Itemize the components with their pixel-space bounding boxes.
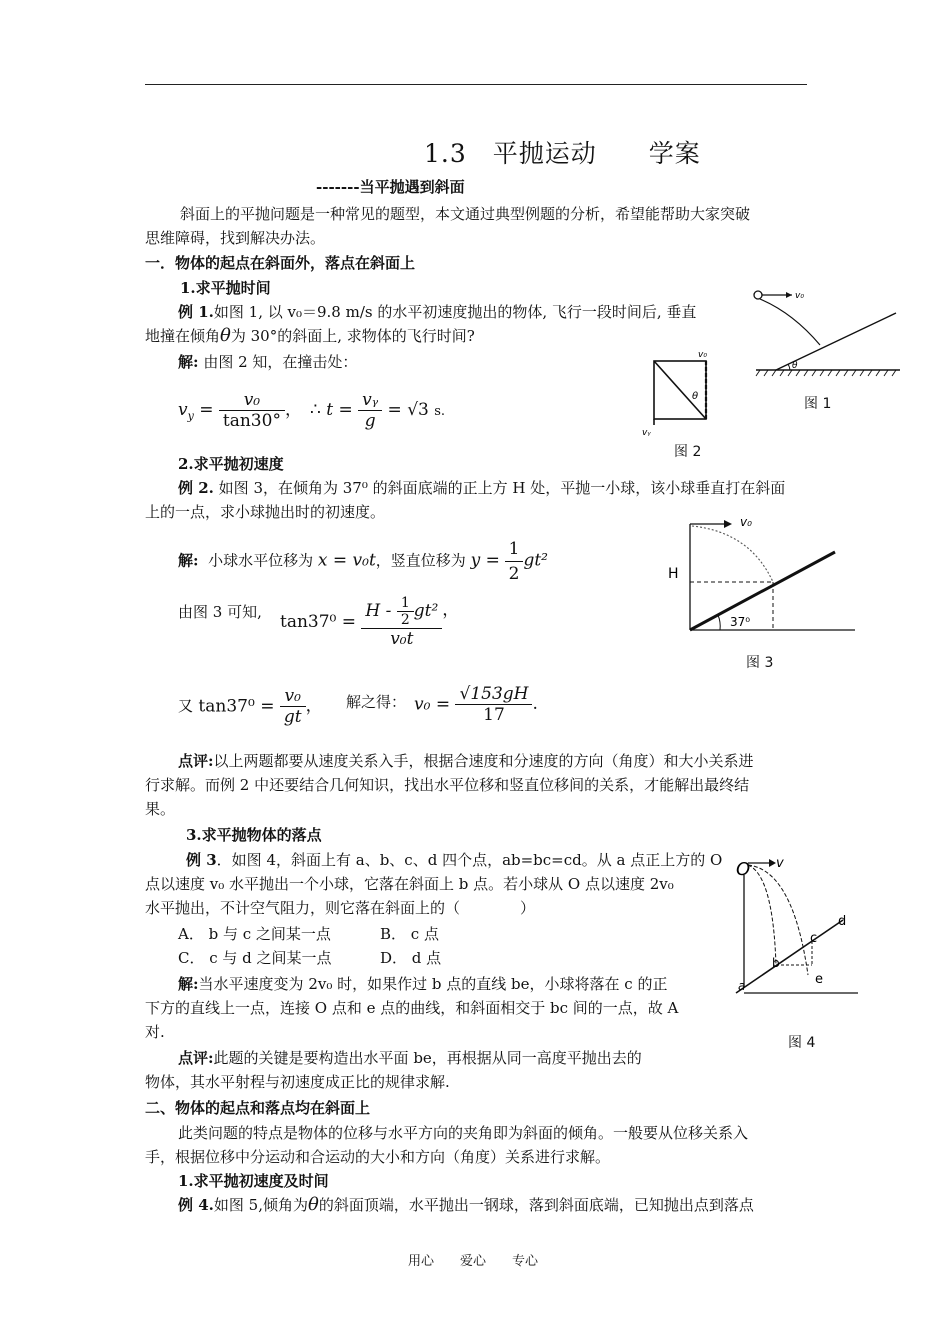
result-den: 17 [483, 705, 505, 725]
fig4-e: e [815, 972, 823, 987]
solution-3-line-3: 对. [145, 1023, 165, 1041]
example-4-label: 例 4. [178, 1196, 214, 1214]
example-3-line-3: 水平抛出，不计空气阻力，则它落在斜面上的（ ） [145, 899, 536, 917]
eq2-unit: s. [434, 404, 446, 419]
intro-line-2: 思维障碍，找到解决办法。 [145, 229, 326, 247]
eq2-lhs: t = [326, 400, 353, 420]
eq3-half-num: 1 [397, 595, 414, 612]
example-1-text: 如图 1, 以 v₀＝9.8 m/s 的水平初速度抛出的物体, 飞行一段时间后, 垂直 [213, 303, 697, 321]
subheading-2: 2.求平抛初速度 [178, 455, 284, 473]
svg-text:θ: θ [692, 391, 699, 402]
result-lhs: v₀ = [414, 694, 451, 715]
figure-4-caption: 图 4 [788, 1035, 816, 1051]
fig4-b: b [772, 956, 780, 970]
fig3-angle: 37⁰ [730, 615, 751, 629]
solution-1-text: 由图 2 知，在撞击处： [203, 353, 358, 371]
example-4-text-b: 的斜面顶端，水平抛出一钢球，落到斜面底端，已知抛出点到落点 [318, 1196, 754, 1214]
figure-2-caption: 图 2 [674, 444, 702, 460]
fig4-a: a [738, 979, 746, 993]
eq1-lhs: v [178, 400, 188, 420]
comment-2-text: 此题的关键是要构造出水平面 be，再根据从同一高度平抛出去的 [213, 1049, 642, 1067]
solution-3-line-2: 下方的直线上一点，连接 O 点和 e 点的曲线，和斜面相交于 bc 间的一点，故 A [145, 999, 679, 1017]
option-d: D． d 点 [380, 949, 442, 967]
example-2-line-1 [178, 476, 785, 500]
eq3-num [361, 595, 442, 629]
option-c: C． c 与 d 之间某一点 [178, 949, 332, 967]
equation-result [414, 684, 538, 725]
figure-2 [640, 345, 720, 440]
example-4-text-a: 如图 5,倾角为 [213, 1196, 308, 1214]
eq3-comma: ， [442, 600, 460, 620]
solution-2-text-1: 小球水平位移为 [208, 551, 314, 570]
example-4-theta: θ [307, 1194, 319, 1215]
header-rule [145, 84, 807, 85]
eq3-den: v₀t [390, 629, 414, 649]
example-3-line-1 [186, 848, 722, 872]
eq4-again: 又 [178, 697, 194, 715]
equation-4 [178, 686, 323, 727]
solution-1-intro [178, 350, 357, 374]
svg-text:v₀: v₀ [698, 350, 707, 360]
figure-3-caption: 图 3 [746, 655, 774, 671]
eq4-fraction [280, 686, 306, 727]
solve-label: 解之得： [346, 693, 407, 711]
equation-1 [178, 390, 302, 431]
half-fraction [505, 537, 524, 586]
vertical-displacement-lhs: y = [470, 550, 500, 571]
equation-2 [310, 390, 445, 431]
fig4-O: O [736, 859, 751, 880]
figure-1-caption: 图 1 [804, 396, 832, 412]
subheading-1: 1.求平抛时间 [180, 279, 271, 297]
example-3-label: 例 3 [186, 851, 217, 869]
example-1-text-a: 地撞在倾角 [145, 327, 221, 345]
intro-line-1: 斜面上的平抛问题是一种常见的题型，本文通过典型例题的分析，希望能帮助大家突破 [180, 205, 751, 223]
svg-text:θ: θ [792, 361, 798, 371]
eq1-fraction [219, 390, 285, 431]
figure-3 [660, 512, 860, 637]
example-1-line-1 [178, 300, 696, 324]
section2-subheading-1: 1.求平抛初速度及时间 [178, 1172, 329, 1190]
section2-heading: 二、物体的起点和落点均在斜面上 [145, 1099, 371, 1117]
comment-1-label: 点评: [178, 752, 214, 770]
eq3-num-a: H - [365, 601, 392, 621]
half-num: 1 [505, 537, 524, 562]
figure-3-reference: 由图 3 可知, [178, 603, 262, 621]
fig4-c: c [810, 931, 818, 946]
result-fraction [455, 684, 532, 725]
eq3-fraction [361, 595, 442, 649]
eq4-lhs: tan37⁰ = [198, 696, 275, 717]
eq3-num-b: gt² [413, 601, 439, 621]
example-3-text: ．如图 4，斜面上有 a、b、c、d 四个点，ab=bc=cd。从 a 点正上方的 O [216, 851, 723, 869]
example-4-line-1 [178, 1193, 754, 1217]
section2-intro-1: 此类问题的特点是物体的位移与水平方向的夹角即为斜面的倾角。一般要从位移关系入 [178, 1124, 749, 1142]
therefore-symbol: ∴ [310, 400, 321, 420]
eq1-comma: ， [284, 400, 302, 420]
fig4-d: d [838, 914, 847, 929]
fig3-H: H [668, 566, 679, 582]
eq2-den: g [364, 411, 376, 431]
example-2-label: 例 2. [178, 479, 214, 497]
example-3-line-2: 点以速度 v₀ 水平抛出一个小球，它落在斜面上 b 点。若小球从 O 点以速度 2v₀ [145, 875, 674, 893]
comment-2-line-1 [178, 1046, 642, 1070]
solution-1-label: 解: [178, 353, 199, 371]
example-2-text: 如图 3，在倾角为 37⁰ 的斜面底端的正上方 H 处，平抛一小球，该小球垂直打在斜面 [218, 479, 786, 497]
eq1-den: tan30° [222, 411, 281, 431]
comment-2-line-2: 物体，其水平射程与初速度成正比的规律求解. [145, 1073, 450, 1091]
eq3-half-den: 2 [400, 612, 410, 628]
eq4-den: gt [283, 707, 302, 727]
comment-1-line-1 [178, 749, 754, 773]
equation-3 [280, 595, 459, 649]
gt-squared: gt² [523, 550, 548, 571]
example-1-text-b: 为 30°的斜面上, 求物体的飞行时间? [230, 327, 475, 345]
comment-1-text: 以上两题都要从速度关系入手，根据合速度和分速度的方向（角度）和大小关系进 [213, 752, 754, 770]
eq4-num: v₀ [280, 686, 306, 707]
solution-3-label: 解: [178, 975, 199, 993]
page-subtitle: -------当平抛遇到斜面 [316, 178, 465, 196]
example-1-line-2 [145, 324, 475, 348]
solution-3-line-1 [178, 972, 667, 996]
result-num: √153gH [455, 684, 532, 705]
solution-2-text-2: ，竖直位移为 [375, 551, 466, 570]
comment-1-line-2: 行求解。而例 2 中还要结合几何知识，找出水平位移和竖直位移间的关系，才能解出最终结 [145, 776, 750, 794]
comment-1-line-3: 果。 [145, 800, 176, 818]
result-dot: . [532, 694, 538, 714]
eq1-equals: = [199, 400, 214, 420]
figure-1 [748, 283, 908, 383]
solution-2-label: 解: [178, 551, 199, 570]
fig4-v: v [776, 856, 784, 871]
eq1-sub: y [187, 409, 194, 423]
eq2-fraction [358, 390, 382, 431]
eq3-lhs: tan37⁰ = [280, 612, 357, 632]
eq2-rhs: = √3 [387, 400, 429, 420]
fig3-v0: v₀ [740, 515, 752, 529]
eq3-half [397, 595, 414, 628]
solution-2-line [178, 537, 548, 586]
subheading-3: 3.求平抛物体的落点 [186, 826, 322, 844]
horizontal-displacement: x = v₀t [317, 550, 376, 571]
solution-3-text: 当水平速度变为 2v₀ 时，如果作过 b 点的直线 be，小球将落在 c 的正 [198, 975, 668, 993]
section2-intro-2: 手，根据位移中分运动和合运动的大小和方向（角度）关系进行求解。 [145, 1148, 611, 1166]
section1-heading: 一．物体的起点在斜面外，落点在斜面上 [145, 254, 416, 272]
eq1-num: v₀ [219, 390, 285, 411]
option-b: B． c 点 [380, 925, 439, 943]
page-title: 1.3 平抛运动 学案 [424, 139, 701, 168]
svg-text:v₀: v₀ [795, 291, 804, 301]
eq2-num: vᵧ [358, 390, 382, 411]
half-den: 2 [508, 564, 520, 584]
figure-4 [728, 845, 863, 995]
comment-2-label: 点评: [178, 1049, 214, 1067]
theta-symbol: θ [220, 325, 231, 346]
page-footer: 用心 爱心 专心 [408, 1254, 539, 1269]
example-1-label: 例 1. [178, 303, 214, 321]
example-2-line-2: 上的一点，求小球抛出时的初速度。 [145, 503, 386, 521]
option-a: A． b 与 c 之间某一点 [178, 925, 331, 943]
eq4-comma: ， [305, 696, 323, 716]
svg-text:vᵧ: vᵧ [642, 428, 651, 438]
